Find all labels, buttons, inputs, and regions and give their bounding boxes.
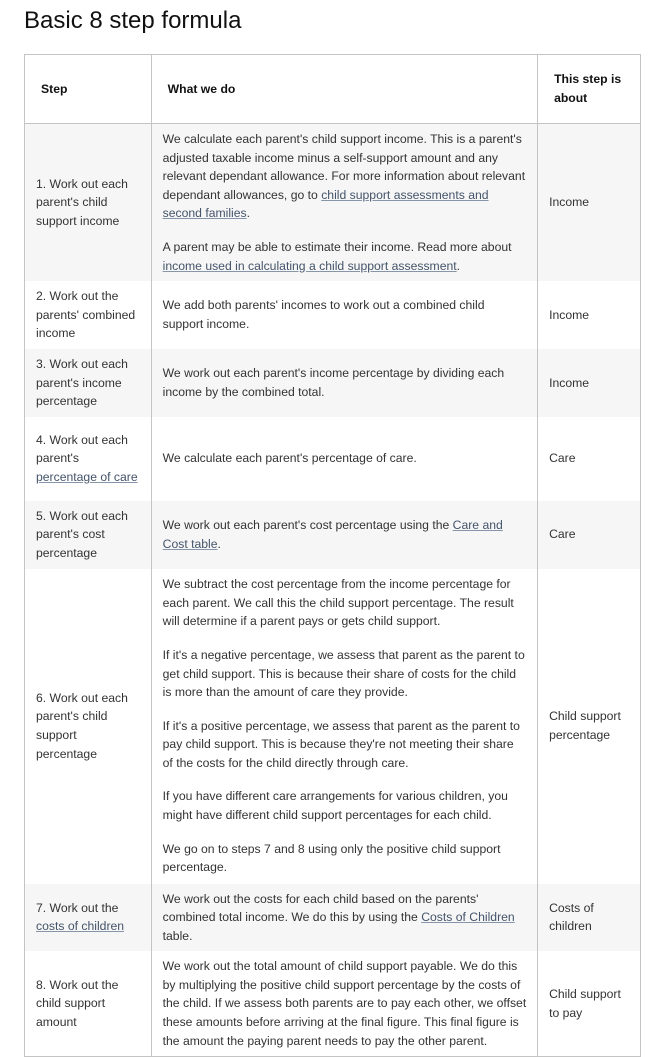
table-row <box>25 124 641 282</box>
text: A parent may be able to estimate their income. Read more about <box>162 239 512 254</box>
header-about-label: This step is about <box>554 72 622 105</box>
link-percentage-of-care[interactable]: percentage of care <box>36 470 138 485</box>
text: . <box>217 536 221 551</box>
text: 7. Work out the <box>36 900 119 915</box>
about-cell: Income <box>538 349 641 417</box>
table-row <box>25 501 641 569</box>
step-cell <box>25 884 152 952</box>
about-cell: Care <box>538 501 641 569</box>
step-cell: 5. Work out each parent's cost percentage <box>25 501 152 569</box>
step-cell: 2. Work out the parents' combined income <box>25 281 152 349</box>
text: . <box>246 206 251 221</box>
table-header-row <box>25 55 641 124</box>
about-cell: Income <box>538 281 641 349</box>
header-step: Step <box>25 55 152 124</box>
text: We work out each parent's cost percentage using the <box>162 518 453 533</box>
text: . <box>456 258 461 273</box>
what-cell <box>151 124 537 282</box>
step-cell: 3. Work out each parent's income percentage <box>25 349 152 417</box>
link-costs-of-children-table[interactable]: Costs of Children <box>421 910 515 925</box>
step-cell <box>25 417 152 501</box>
link-second-families[interactable]: child support assessments and second families <box>162 187 489 221</box>
about-cell: Child support to pay <box>538 951 641 1056</box>
text: table. <box>162 928 193 943</box>
about-cell: Income <box>538 124 641 282</box>
link-care-and-cost-table[interactable]: Care and Cost table <box>162 518 503 551</box>
step-cell: 1. Work out each parent's child support income <box>25 124 152 282</box>
paragraph: If it's a positive percentage, we assess that parent as the parent to pay child support. This is because they're not meeting their share of the costs for the child directly through care. <box>162 718 520 770</box>
what-cell: We work out each parent's income percentage by dividing each income by the combined total. <box>151 349 537 417</box>
table-row <box>25 951 641 1056</box>
paragraph <box>163 130 527 223</box>
what-cell <box>151 884 537 952</box>
text: 4. Work out each parent's <box>36 432 128 466</box>
paragraph: If you have different care arrangements for various children, you might have different child support percentages for each child. <box>162 789 508 823</box>
paragraph: We go on to steps 7 and 8 using only the positive child support percentage. <box>162 841 501 875</box>
about-cell: Costs of children <box>538 884 641 952</box>
text: We work out the costs for each child based on the parents' combined total income. We do this by using the <box>162 891 479 925</box>
table-row <box>25 569 641 884</box>
formula-table <box>24 54 641 1057</box>
what-cell <box>151 569 537 884</box>
what-cell: We add both parents' incomes to work out a combined child support income. <box>151 281 537 349</box>
what-cell <box>151 501 537 569</box>
link-costs-of-children[interactable]: costs of children <box>36 919 125 934</box>
paragraph: If it's a negative percentage, we assess that parent as the parent to get child support. This is because their share of costs for the child is more than the amount of care they provide. <box>162 647 525 700</box>
table-row <box>25 349 641 417</box>
step-cell: 8. Work out the child support amount <box>25 951 152 1056</box>
table-row <box>25 884 641 952</box>
step-cell: 6. Work out each parent's child support percentage <box>25 569 152 884</box>
about-cell: Child support percentage <box>538 569 641 884</box>
paragraph <box>163 238 527 275</box>
table-row <box>25 417 641 501</box>
header-what: What we do <box>151 55 537 124</box>
text: We calculate each parent's child support income. This is a parent's adjusted taxable income minus a self-support amount and any relevant dependant allowance. For more information about relevant dependant allowances, go to <box>162 132 526 202</box>
link-income-used[interactable]: income used in calculating a child support assessment <box>162 258 457 273</box>
header-about <box>538 55 641 124</box>
about-cell: Care <box>538 417 641 501</box>
what-cell: We calculate each parent's percentage of care. <box>151 417 537 501</box>
page-title: Basic 8 step formula <box>24 7 242 34</box>
what-cell: We work out the total amount of child support payable. We do this by multiplying the positive child support percentage by the costs of the child. If we assess both parents are to pay each other, we offset these amounts before arriving at the final figure. This final figure is the amount the paying parent needs to pay the other parent. <box>151 951 537 1056</box>
paragraph: We subtract the cost percentage from the income percentage for each parent. We call this the child support percentage. The result will determine if a parent pays or gets child support. <box>162 577 514 629</box>
table-row <box>25 281 641 349</box>
